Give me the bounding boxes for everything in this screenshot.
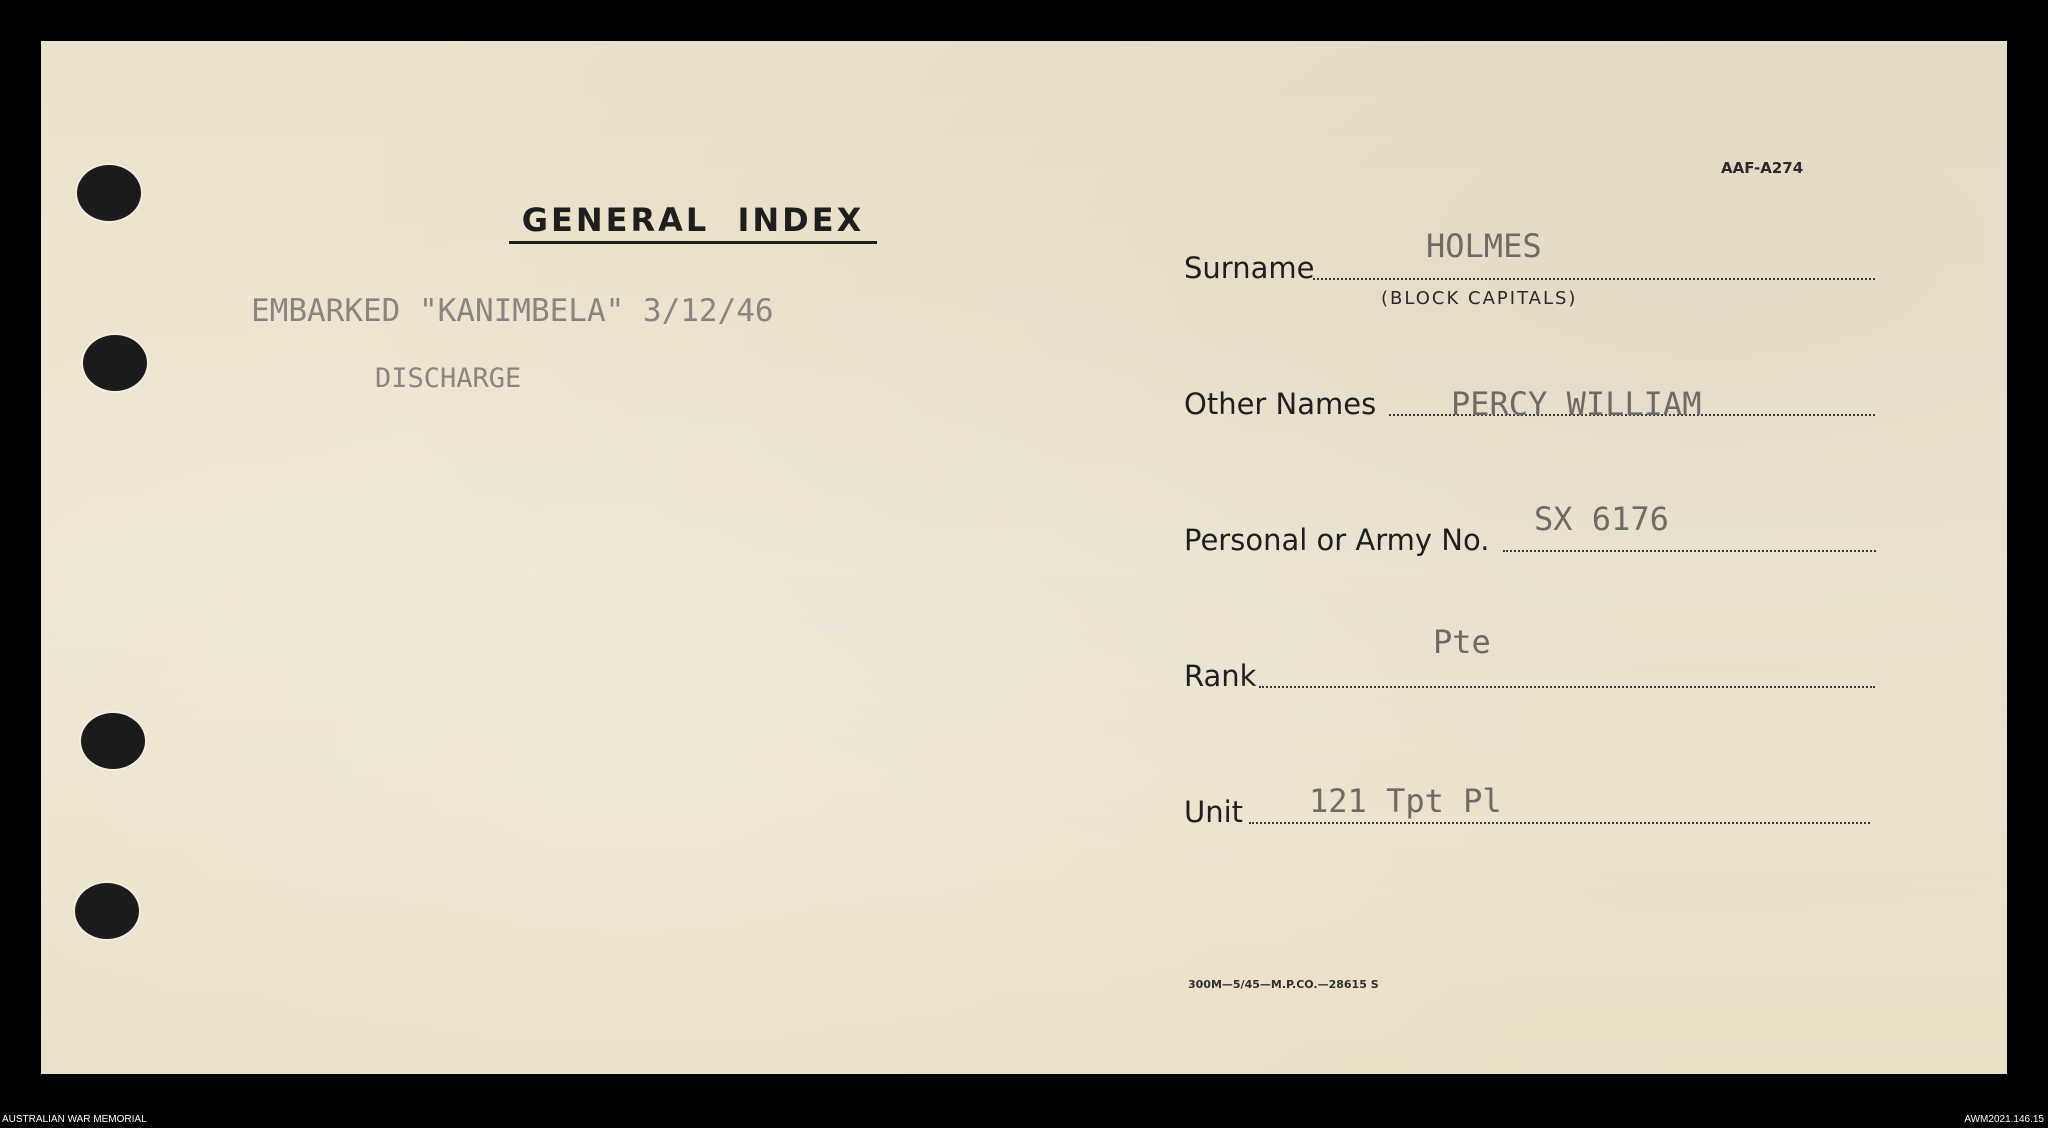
form-code: AAF-A274 bbox=[1721, 159, 1804, 177]
rank-value: Pte bbox=[1433, 623, 1491, 661]
punch-hole bbox=[75, 883, 139, 939]
discharge-note: DISCHARGE bbox=[375, 363, 522, 394]
army-no-line bbox=[1503, 550, 1876, 552]
unit-label: Unit bbox=[1184, 795, 1244, 829]
army-no-label: Personal or Army No. bbox=[1184, 523, 1490, 557]
unit-value: 121 Tpt Pl bbox=[1309, 782, 1502, 820]
card-heading: GENERAL INDEX bbox=[509, 201, 877, 244]
surname-line bbox=[1313, 278, 1875, 280]
surname-value: HOLMES bbox=[1426, 227, 1542, 265]
embarked-note: EMBARKED "KANIMBELA" 3/12/46 bbox=[251, 293, 774, 329]
punch-hole bbox=[77, 165, 141, 221]
surname-label: Surname bbox=[1184, 251, 1315, 285]
unit-line bbox=[1249, 822, 1870, 824]
punch-hole bbox=[83, 335, 147, 391]
accession-number: AWM2021.146.15 bbox=[1964, 1114, 2044, 1125]
rank-label: Rank bbox=[1184, 659, 1257, 693]
print-code: 300M—5/45—M.P.CO.—28615 S bbox=[1188, 978, 1379, 991]
other-names-value: PERCY WILLIAM bbox=[1451, 385, 1702, 423]
institution-caption: AUSTRALIAN WAR MEMORIAL bbox=[2, 1114, 147, 1125]
punch-hole bbox=[81, 713, 145, 769]
index-card bbox=[41, 41, 2007, 1074]
rank-line bbox=[1259, 686, 1875, 688]
surname-hint: (BLOCK CAPITALS) bbox=[1381, 288, 1578, 309]
army-no-value: SX 6176 bbox=[1534, 500, 1669, 538]
other-names-label: Other Names bbox=[1184, 387, 1377, 421]
